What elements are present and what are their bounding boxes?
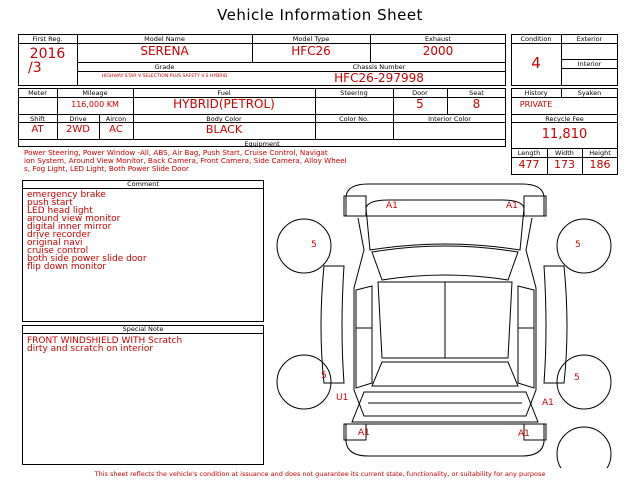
first-reg-month: /3 <box>28 60 42 76</box>
wheel-front-left <box>277 219 331 273</box>
damage-wheel-rl: 5 <box>321 371 327 381</box>
equipment-line: s, Fog Light, LED Light, Both Power Slide Door <box>24 164 189 173</box>
grade-label: Grade <box>154 63 175 71</box>
special-note-label: Special Note <box>122 325 164 333</box>
aircon-label: Aircon <box>105 115 127 123</box>
comment-item: cruise control <box>27 246 89 256</box>
color-no-label: Color No. <box>339 115 369 123</box>
rear-window-outline <box>372 362 518 386</box>
mileage-label: Mileage <box>82 89 108 97</box>
height-value: 186 <box>589 158 611 171</box>
recycle-fee-label: Recycle Fee <box>545 115 584 123</box>
damage-rear-left: A1 <box>358 428 370 438</box>
model-type-value: HFC26 <box>291 44 331 58</box>
drive-label: Drive <box>69 115 87 123</box>
interior-color-label: Interior Color <box>428 115 471 123</box>
damage-wheel-fr: 5 <box>575 240 581 250</box>
damage-front-left: A1 <box>386 201 398 211</box>
tailgate-outline <box>352 392 538 422</box>
door-label: Door <box>412 89 428 97</box>
length-label: Length <box>517 149 541 157</box>
left-side-doors <box>356 286 372 388</box>
model-name-label: Model Name <box>144 35 185 43</box>
wheel-rear-right <box>557 355 611 409</box>
windshield-outline <box>372 246 518 280</box>
body-color-label: Body Color <box>206 115 242 123</box>
damage-side-right: A1 <box>542 398 554 408</box>
wheel-rear-left <box>277 355 331 409</box>
equipment-line: ion System, Around View Monitor, Back Camera, Front Camera, Side Camera, Alloy Wheel <box>24 156 347 165</box>
front-left-light-outline <box>344 196 366 216</box>
right-side-doors <box>518 286 534 388</box>
length-value: 477 <box>518 158 540 171</box>
exterior-label: Exterior <box>576 35 603 43</box>
seat-label: Seat <box>469 89 484 97</box>
grade-value: HIGHWAY STAR V SELECTION PLUS SAFETY II S HYBRID <box>101 74 228 79</box>
damage-side-left: U1 <box>336 393 349 403</box>
damage-rear-right: A1 <box>518 429 530 439</box>
body-color-value: BLACK <box>205 123 243 136</box>
steering-label: Steering <box>340 89 368 97</box>
comment-item: emergency brake <box>27 190 106 200</box>
shift-value: AT <box>31 124 44 135</box>
width-label: Width <box>555 149 574 157</box>
rear-bumper-outline <box>346 424 544 456</box>
chassis-value: HFC26-297998 <box>334 71 424 85</box>
comment-label: Comment <box>127 180 159 188</box>
meter-label: Meter <box>28 89 47 97</box>
page-title: Vehicle Information Sheet <box>217 6 423 24</box>
first-reg-year: 2016 <box>29 46 66 62</box>
front-right-light-outline <box>524 196 546 216</box>
comment-item: around view monitor <box>27 214 121 224</box>
model-name-value: SERENA <box>140 44 189 58</box>
comment-item: both side power slide door <box>27 254 147 264</box>
special-note-list <box>27 337 261 353</box>
equipment-label: Equipment <box>244 140 280 148</box>
comment-item: original navi <box>27 238 83 248</box>
disclaimer-footer: This sheet reflects the vehicle's condition at issuance and does not guarantee its current state, functionality, or suitability for any purpose <box>94 470 546 478</box>
aircon-value: AC <box>109 124 123 135</box>
comment-item: digital inner mirror <box>27 222 112 232</box>
height-label: Height <box>589 149 611 157</box>
history-label: History <box>524 89 548 97</box>
car-damage-diagram <box>268 178 620 468</box>
condition-label: Condition <box>520 35 552 43</box>
equipment-line: Power Steering, Power Window -All, ABS, Air Bag, Push Start, Cruise Control, Navigat <box>24 148 328 157</box>
comment-item: LED head light <box>27 206 93 216</box>
first-reg-label: First Reg. <box>32 35 63 43</box>
interior-label: Interior <box>577 60 602 68</box>
shift-label: Shift <box>30 115 45 123</box>
comment-list <box>27 191 261 271</box>
right-side-profile <box>544 266 567 383</box>
fuel-label: Fuel <box>217 89 231 97</box>
history-value: PRIVATE <box>519 100 553 109</box>
equipment-text <box>24 149 504 173</box>
special-note-item: dirty and scratch on interior <box>27 344 154 354</box>
condition-value: 4 <box>531 54 541 72</box>
damage-front-right: A1 <box>506 201 518 211</box>
wheel-front-right <box>557 219 611 273</box>
seat-value: 8 <box>472 97 481 111</box>
comment-item: flip down monitor <box>27 262 107 272</box>
model-type-label: Model Type <box>292 35 330 43</box>
width-value: 173 <box>554 158 575 171</box>
exhaust-value: 2000 <box>422 44 454 58</box>
spare-tire <box>557 427 611 468</box>
door-value: 5 <box>416 97 424 111</box>
syaken-label: Syaken <box>577 89 602 97</box>
comment-item: push start <box>27 198 73 208</box>
damage-wheel-fl: 5 <box>311 240 317 250</box>
mileage-value: 116,000 KM <box>71 100 119 109</box>
fuel-value: HYBRID(PETROL) <box>173 97 275 111</box>
recycle-fee-value: 11,810 <box>541 127 588 142</box>
left-side-profile <box>321 266 344 383</box>
damage-wheel-rr: 5 <box>574 373 580 383</box>
exhaust-label: Exhaust <box>424 35 452 43</box>
chassis-label: Chassis Number <box>352 63 406 71</box>
special-note-item: FRONT WINDSHIELD WITH Scratch <box>27 336 183 346</box>
first-reg-value <box>18 47 77 75</box>
comment-item: drive recorder <box>27 230 91 240</box>
drive-value: 2WD <box>66 124 90 135</box>
